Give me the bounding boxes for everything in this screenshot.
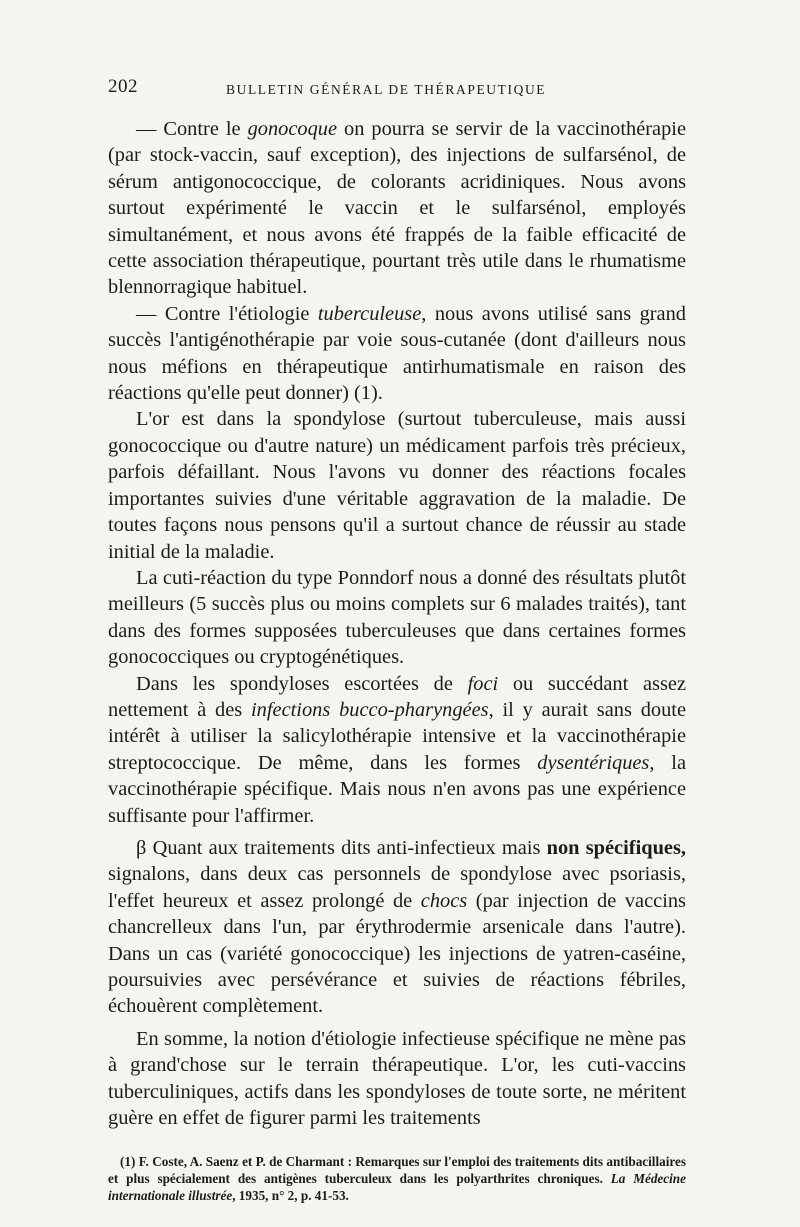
paragraph-gonocoque xyxy=(108,116,686,301)
footnote-text xyxy=(108,1153,686,1204)
text-run: , la vaccinothérapie spécifique. Mais nous n'en avons pas une expérience suffisante pour l'affirmer. xyxy=(108,751,686,827)
paragraph-non-specifiques xyxy=(108,835,686,1020)
italic-term: foci xyxy=(467,672,499,695)
text-run: signalons, dans deux cas personnels de spondylose avec psoriasis, l'effet heureux et assez prolongé de xyxy=(108,863,686,912)
document-page xyxy=(108,70,686,1204)
page-number: 202 xyxy=(108,76,138,97)
paragraph-foci xyxy=(108,671,686,829)
italic-term: tuberculeuse xyxy=(317,302,422,325)
text-run: ou succédant assez nettement à des xyxy=(108,672,686,721)
text-run: β Quant aux traitements dits anti-infectieux mais xyxy=(136,836,547,859)
text-run: on pourra se servir de la vaccinothérapie (par stock-vaccin, sauf exception), des injections de sulfarsénol, de sérum antigonococcique, de colorants acridiniques. Nous avons surtout expérimenté le vaccin et le sulfarsénol, employés simultanément, et nous avons été frappés de la faible efficacité de cette association thérapeutique, pourtant très utile dans le rhumatisme blennorragique habituel. xyxy=(108,118,686,299)
italic-journal: La Médecine internationale illustrée xyxy=(108,1171,686,1204)
text-run: , nous avons utilisé sans grand succès l'antigénothérapie par voie sous-cutanée (dont d'ailleurs nous nous méfions en thérapeutique antirhumatismale en raison des réactions qu'elle peut donner) (1). xyxy=(108,302,686,405)
text-run: , il y aurait sans doute intérêt à utiliser la salicylothérapie intensive et la vaccinothérapie streptococcique. De même, dans les formes xyxy=(108,698,687,774)
paragraph-or: L'or est dans la spondylose (surtout tuberculeuse, mais aussi gonococcique ou d'autre nature) un médicament parfois très précieux, parfois défaillant. Nous l'avons vu donner des réactions focales importantes suivies d'une véritable aggravation de la maladie. De toutes façons nous pensons qu'il a surtout chance de réussir au stade initial de la maladie. xyxy=(108,408,686,563)
italic-term: dysentériques xyxy=(537,751,650,774)
page-header xyxy=(108,70,686,102)
text-run: — Contre le xyxy=(136,118,248,140)
text-run: (par injection de vaccins chancrelleux dans l'un, par érythrodermie arsenicale dans l'autre). Dans un cas (variété gonococcique) les injections de yatren-caséine, poursuivies avec persévérance et suivies de réactions fébriles, échouèrent complètement. xyxy=(108,889,686,1018)
italic-term: infections bucco-pharyngées xyxy=(251,698,489,721)
paragraph-tuberculeuse xyxy=(108,301,686,407)
body-text xyxy=(108,116,686,1131)
running-title: BULLETIN GÉNÉRAL DE THÉRAPEUTIQUE xyxy=(226,82,547,97)
text-run: (1) F. Coste, A. Saenz et P. de Charmant : Remarques sur l'emploi des traitements dits antibacillaires et plus spécialement des antigènes tuberculeux dans les polyarthrites chroniques. xyxy=(108,1154,686,1187)
bold-term: non spécifiques, xyxy=(546,836,686,859)
italic-term: gonocoque xyxy=(247,118,338,140)
text-run: — Contre l'étiologie xyxy=(136,302,318,325)
text-run: , 1935, n° 2, p. 41-53. xyxy=(232,1188,349,1204)
paragraph-en-somme: En somme, la notion d'étiologie infectieuse spécifique ne mène pas à grand'chose sur le terrain thérapeutique. L'or, les cuti-vaccins tuberculiniques, actifs dans les spondyloses de toute sorte, ne méritent guère en effet de figurer parmi les traitements xyxy=(108,1027,686,1130)
text-run: Dans les spondyloses escortées de xyxy=(136,672,468,695)
paragraph-cuti-reaction: La cuti-réaction du type Ponndorf nous a donné des résultats plutôt meilleurs (5 succès plus ou moins complets sur 6 malades traités), tant dans des formes supposées tuberculeuses que dans certaines formes gonococciques ou cryptogénétiques. xyxy=(108,566,686,669)
footnote xyxy=(108,1153,686,1204)
italic-term: chocs xyxy=(420,889,468,912)
